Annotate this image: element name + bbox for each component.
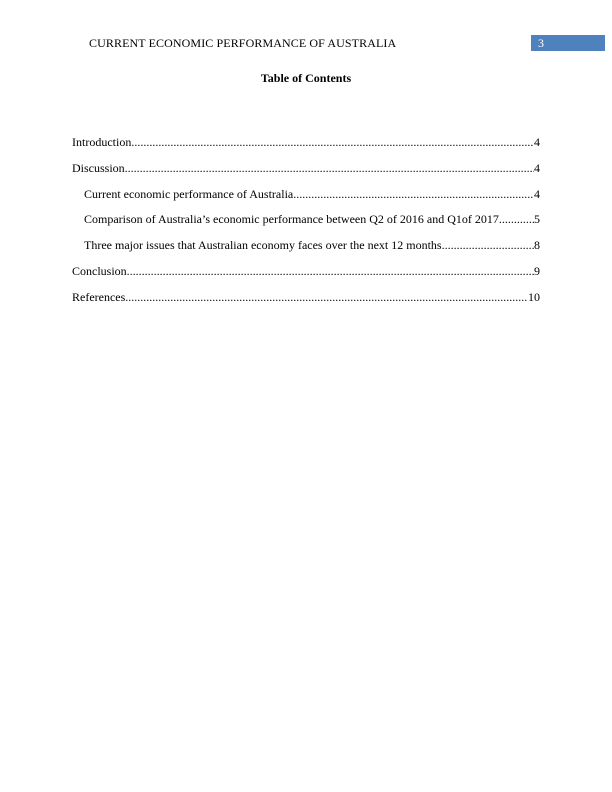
toc-dot-leader [442, 237, 534, 253]
toc-entry-page: 10 [528, 289, 540, 304]
toc-list [72, 134, 540, 315]
toc-entry-discussion[interactable] [72, 160, 540, 186]
toc-entry-current-performance[interactable] [72, 186, 540, 212]
toc-dot-leader [125, 289, 528, 305]
toc-entry-page: 4 [534, 186, 540, 201]
toc-entry-major-issues[interactable] [72, 237, 540, 263]
toc-entry-conclusion[interactable] [72, 263, 540, 289]
toc-entry-label: References [72, 289, 126, 304]
toc-entry-references[interactable] [72, 289, 540, 315]
toc-entry-introduction[interactable] [72, 134, 540, 160]
toc-entry-page: 4 [534, 160, 540, 175]
toc-entry-label: Conclusion [72, 263, 127, 278]
toc-entry-page: 5 [534, 212, 540, 227]
toc-dot-leader [127, 263, 534, 279]
toc-entry-page: 8 [534, 238, 540, 253]
toc-entry-label: Current economic performance of Australia [84, 186, 294, 201]
toc-entry-label: Three major issues that Australian economy faces over the next 12 months [84, 238, 442, 253]
toc-dot-leader [125, 160, 534, 176]
toc-entry-page: 9 [534, 263, 540, 278]
toc-heading: Table of Contents [260, 71, 352, 85]
running-header-title: CURRENT ECONOMIC PERFORMANCE OF AUSTRALIA [89, 36, 397, 50]
toc-entry-page: 4 [534, 135, 540, 149]
toc-dot-leader [131, 134, 534, 150]
toc-entry-label: Introduction [72, 135, 132, 149]
page-number-badge [531, 35, 605, 51]
toc-entry-label: Comparison of Australia’s economic performance between Q2 of 2016 and Q1of 2017 [84, 212, 499, 227]
toc-entry-label: Discussion [72, 160, 125, 175]
toc-dot-leader [499, 211, 534, 227]
toc-entry-comparison[interactable] [72, 211, 540, 237]
toc-dot-leader [293, 186, 534, 202]
page-number: 3 [538, 36, 544, 50]
